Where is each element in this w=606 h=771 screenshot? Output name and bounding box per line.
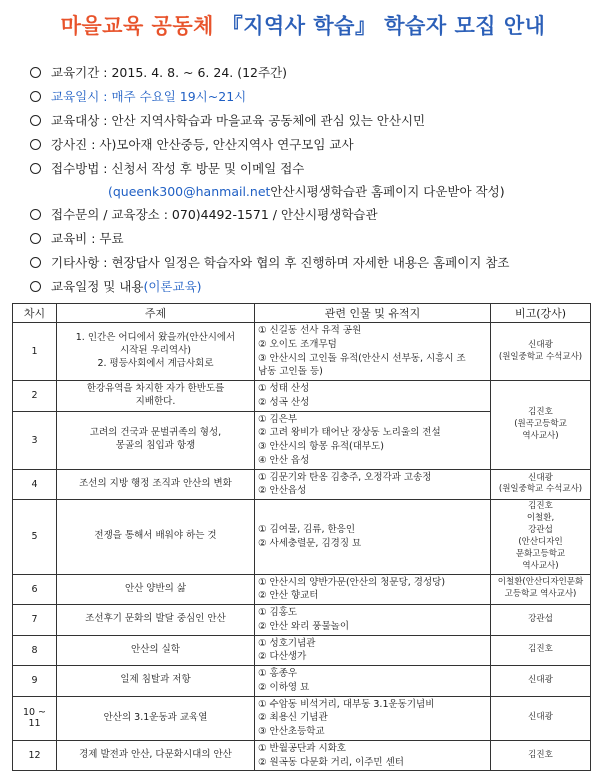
place-line: 남동 고인돌 등) xyxy=(258,366,323,378)
places-cell xyxy=(255,696,491,740)
place-line: ② 최용신 기념관 xyxy=(258,712,328,724)
session-number xyxy=(13,740,57,771)
topic-cell xyxy=(57,469,255,500)
session-number-line: 2 xyxy=(31,390,38,402)
session-number xyxy=(13,635,57,666)
header-session: 차시 xyxy=(13,304,57,323)
place-line: ① 김은부 xyxy=(258,413,298,425)
place-line: ② 다산생가 xyxy=(258,651,307,663)
schedule-heading: 교육일정 및 내용 (이론교육) xyxy=(30,274,590,298)
place-line: ③ 안산시의 항몽 유적(대부도) xyxy=(258,441,384,453)
session-number-line: 4 xyxy=(31,478,38,490)
teacher-cell xyxy=(491,574,591,605)
circle-bullet-icon xyxy=(30,209,41,220)
session-number xyxy=(13,696,57,740)
session-number-line: 7 xyxy=(31,614,38,626)
session-number xyxy=(13,500,57,574)
places-cell xyxy=(255,469,491,500)
teacher-cell xyxy=(491,500,591,574)
topic-line: 안산의 3.1운동과 교육열 xyxy=(103,711,208,723)
topic-cell xyxy=(57,635,255,666)
place-line: ② 사세충렬문, 김경징 묘 xyxy=(258,537,362,549)
session-number xyxy=(13,381,57,412)
info-item-time: 교육일시 : 매주 수요일 19시~21시 xyxy=(30,84,590,108)
place-line: ① 홍종우 xyxy=(258,668,298,680)
info-item-etc: 기타사항 : 현장답사 일정은 학습자와 협의 후 진행하며 자세한 내용은 홈페이지 참조 xyxy=(30,250,590,274)
teacher-cell xyxy=(491,381,591,470)
info-item-fee: 교육비 : 무료 xyxy=(30,226,590,250)
title-part2: 『지역사 학습』 학습자 모집 안내 xyxy=(221,14,546,38)
teacher-cell xyxy=(491,740,591,771)
topic-line: 안산 양반의 삶 xyxy=(124,582,187,594)
topic-cell xyxy=(57,323,255,381)
teacher-line: (원일중학교 수석교사) xyxy=(498,484,583,495)
session-number-line: 10 ~ xyxy=(22,707,47,719)
teacher-line: 강관섭 xyxy=(528,524,553,535)
teacher-cell xyxy=(491,605,591,636)
place-line: ① 성호기념관 xyxy=(258,637,316,649)
info-list xyxy=(30,60,590,298)
teacher-line: 역사교사) xyxy=(522,430,559,441)
place-line: ③ 안산시의 고인돌 유적(안산시 선부동, 시흥시 조 xyxy=(258,352,466,364)
topic-cell xyxy=(57,381,255,412)
topic-line: 일제 침탈과 저항 xyxy=(120,674,191,686)
circle-bullet-icon xyxy=(30,67,41,78)
places-cell xyxy=(255,666,491,697)
teacher-line: 김진호 xyxy=(528,501,553,512)
place-line: ① 안산시의 양반가문(안산의 청문당, 경성당) xyxy=(258,576,446,588)
place-line: ① 수암동 비석거리, 대부동 3.1운동기념비 xyxy=(258,698,435,710)
places-cell xyxy=(255,500,491,574)
session-number xyxy=(13,605,57,636)
info-item-target: 교육대상 : 안산 지역사학습과 마을교육 공동체에 관심 있는 안산시민 xyxy=(30,108,590,132)
teacher-line: 김진호 xyxy=(528,749,553,760)
place-line: ② 오이도 조개무덤 xyxy=(258,338,337,350)
page-title xyxy=(0,10,606,40)
topic-cell xyxy=(57,740,255,771)
topic-cell xyxy=(57,500,255,574)
topic-line: 지배한다. xyxy=(135,395,176,407)
topic-line: 조선후기 문화의 발달 중심인 안산 xyxy=(85,613,226,625)
places-cell xyxy=(255,635,491,666)
table-row xyxy=(13,740,591,771)
header-teacher: 비고(강사) xyxy=(491,304,591,323)
topic-line: 한강유역을 차지한 자가 한반도를 xyxy=(86,383,225,395)
table-row xyxy=(13,381,591,412)
place-line: ③ 안산초등학교 xyxy=(258,726,325,738)
session-number-line: 1 xyxy=(31,346,38,358)
circle-bullet-icon xyxy=(30,115,41,126)
teacher-cell xyxy=(491,323,591,381)
table-row xyxy=(13,323,591,381)
topic-line: 조선의 지방 행정 조직과 안산의 변화 xyxy=(79,478,232,490)
place-line: ② 안산 와리 풍물놀이 xyxy=(258,620,349,632)
session-number-line: 11 xyxy=(28,718,41,730)
teacher-line: 신대광 xyxy=(528,674,553,685)
circle-bullet-icon xyxy=(30,163,41,174)
topic-cell xyxy=(57,666,255,697)
places-cell xyxy=(255,381,491,412)
place-line: ① 김여물, 김류, 한응인 xyxy=(258,524,356,536)
topic-cell xyxy=(57,411,255,469)
teacher-line: (원곡고등학교 xyxy=(514,418,567,429)
circle-bullet-icon xyxy=(30,281,41,292)
teacher-line: 신대광 xyxy=(528,339,553,350)
session-number-line: 6 xyxy=(31,583,38,595)
session-number-line: 12 xyxy=(28,750,41,762)
email-link[interactable]: (queenk300@hanmail.net xyxy=(108,183,271,199)
table-row xyxy=(13,500,591,574)
topic-line: 고려의 건국과 문벌귀족의 형성, xyxy=(89,427,222,439)
table-row xyxy=(13,635,591,666)
circle-bullet-icon xyxy=(30,257,41,268)
session-number xyxy=(13,469,57,500)
place-line: ① 성태 산성 xyxy=(258,383,310,395)
places-cell xyxy=(255,605,491,636)
title-part1: 마을교육 공동체 xyxy=(60,14,214,38)
teacher-line: 신대광 xyxy=(528,712,553,723)
place-line: ② 이하영 묘 xyxy=(258,681,310,693)
info-item-period: 교육기간 : 2015. 4. 8. ~ 6. 24. (12주간) xyxy=(30,60,590,84)
session-number-line: 9 xyxy=(31,675,38,687)
session-number-line: 8 xyxy=(31,644,38,656)
teacher-line: 강관섭 xyxy=(528,613,553,624)
teacher-cell xyxy=(491,666,591,697)
teacher-line: 신대광 xyxy=(528,472,553,483)
table-row xyxy=(13,666,591,697)
header-topic: 주제 xyxy=(57,304,255,323)
place-line: ① 신길동 선사 유적 공원 xyxy=(258,325,362,336)
table-row xyxy=(13,574,591,605)
place-line: ① 김문기와 탄옹 김충주, 오정각과 고송정 xyxy=(258,471,432,483)
session-number xyxy=(13,411,57,469)
schedule-table xyxy=(12,303,591,771)
place-line: ① 김홍도 xyxy=(258,607,298,619)
session-number-line: 3 xyxy=(31,434,38,446)
place-line: ④ 안산 읍성 xyxy=(258,454,310,466)
topic-cell xyxy=(57,696,255,740)
table-header-row xyxy=(13,304,591,323)
teacher-cell xyxy=(491,469,591,500)
teacher-line: 이철환, xyxy=(526,513,555,524)
topic-line: 몽골의 침입과 항쟁 xyxy=(115,440,196,452)
place-line: ② 안산 향교터 xyxy=(258,590,319,602)
teacher-cell xyxy=(491,696,591,740)
session-number xyxy=(13,574,57,605)
session-number xyxy=(13,323,57,381)
topic-line: 경제 발전과 안산, 다문화시대의 안산 xyxy=(79,749,232,761)
info-item-instructors: 강사진 : 사)모아재 안산중등, 안산지역사 연구모임 교사 xyxy=(30,132,590,156)
table-row xyxy=(13,469,591,500)
teacher-cell xyxy=(491,635,591,666)
schedule-table-body xyxy=(13,323,591,771)
teacher-line: 문화고등학교 xyxy=(515,548,566,559)
circle-bullet-icon xyxy=(30,233,41,244)
teacher-line: 이철환(안산디자인문화 xyxy=(497,577,584,588)
table-row xyxy=(13,696,591,740)
topic-line: 전쟁을 통해서 배워야 하는 것 xyxy=(94,530,217,542)
place-line: ② 안산읍성 xyxy=(258,485,307,497)
topic-line: 안산의 실학 xyxy=(131,643,180,655)
teacher-line: 김진호 xyxy=(528,407,553,418)
teacher-line: 고등학교 역사교사) xyxy=(504,589,577,600)
places-cell xyxy=(255,411,491,469)
places-cell xyxy=(255,574,491,605)
place-line: ① 반월공단과 시화호 xyxy=(258,742,346,754)
topic-cell xyxy=(57,605,255,636)
session-number-line: 5 xyxy=(31,531,38,543)
circle-bullet-icon xyxy=(30,91,41,102)
header-places: 관련 인물 및 유적지 xyxy=(255,304,491,323)
session-number xyxy=(13,666,57,697)
info-item-contact: 접수문의 / 교육장소 : 070)4492-1571 / 안산시평생학습관 xyxy=(30,202,590,226)
topic-cell xyxy=(57,574,255,605)
places-cell xyxy=(255,740,491,771)
place-line: ② 고려 왕비가 태어난 장상동 노리울의 전설 xyxy=(258,427,441,439)
topic-line: 1. 인간은 어디에서 왔을까(안산시에서 xyxy=(75,332,236,344)
circle-bullet-icon xyxy=(30,139,41,150)
teacher-line: (안산디자인 xyxy=(518,536,563,547)
email-line: (queenk300@hanmail.net 안산시평생학습관 홈페이지 다운받아 작성) xyxy=(108,183,505,199)
place-line: ② 원곡동 다문화 거리, 이주민 센터 xyxy=(258,756,404,768)
places-cell xyxy=(255,323,491,381)
teacher-line: (원일중학교 수석교사) xyxy=(498,351,583,362)
table-row xyxy=(13,605,591,636)
teacher-line: 역사교사) xyxy=(522,560,559,571)
info-item-application: 접수방법 : 신청서 작성 후 방문 및 이메일 접수 xyxy=(30,156,590,180)
topic-line: 2. 평등사회에서 계급사회로 xyxy=(97,357,214,369)
place-line: ② 성곡 산성 xyxy=(258,396,310,408)
topic-line: 시작된 우리역사) xyxy=(120,345,191,357)
teacher-line: 김진호 xyxy=(528,644,553,655)
